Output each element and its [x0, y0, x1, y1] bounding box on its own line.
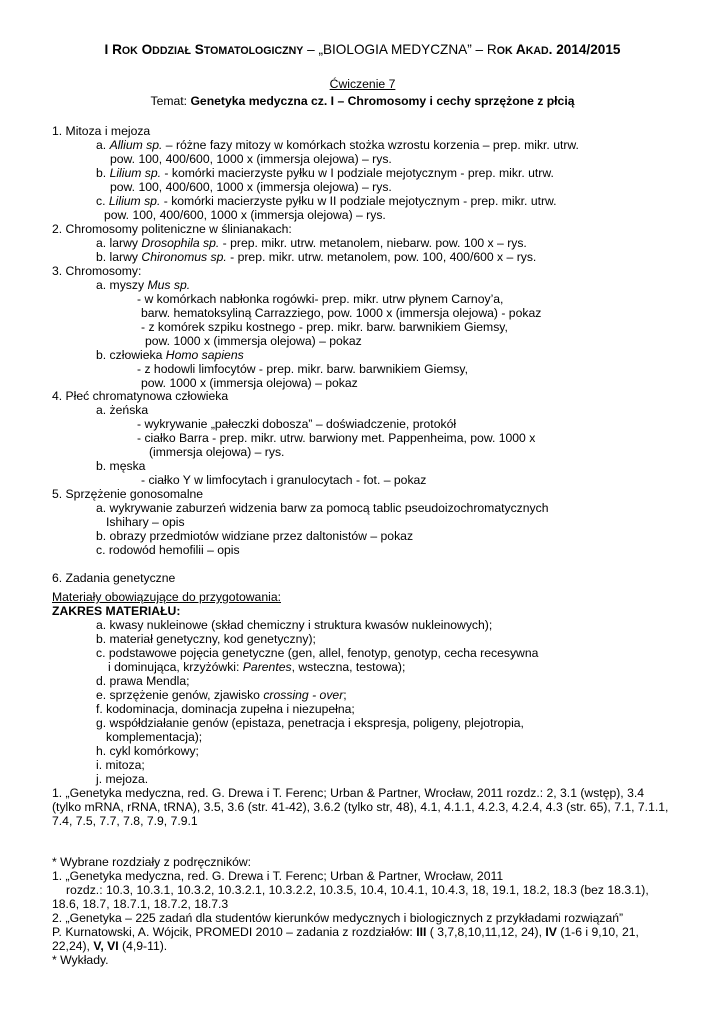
header-part: O	[137, 42, 153, 57]
list-item: 5. Sprzężenie gonosomalne	[52, 487, 204, 501]
header-part: OK	[121, 45, 138, 57]
list-item: pow. 100, 400/600, 1000 x (immersja olejowa) – rys.	[110, 152, 392, 166]
list-item: - z komórek szpiku kostnego - prep. mikr. barw. barwnikiem Giemsy,	[141, 320, 508, 334]
list-item: 6. Zadania genetyczne	[52, 571, 176, 585]
header-part: KAD	[525, 45, 549, 57]
list-item: komplementacja);	[106, 730, 203, 744]
materials-heading: Materiały obowiązujące do przygotowania:	[52, 590, 281, 604]
list-item: b. człowieka Homo sapiens	[96, 348, 244, 362]
list-item: b. materiał genetyczny, kod genetyczny);	[96, 632, 316, 646]
list-item: b. Lilium sp. - komórki macierzyste pyłku w I podziale mejotycznym - prep. mikr. utrw.	[96, 166, 554, 180]
topic-prefix: Temat:	[150, 94, 191, 108]
list-item: i. mitoza;	[96, 758, 145, 772]
list-item: pow. 1000 x (immersja olejowa) – pokaz	[141, 376, 358, 390]
list-item: d. prawa Mendla;	[96, 674, 190, 688]
list-item: a. wykrywanie zaburzeń widzenia barw za pomocą tablic pseudoizochromatycznych	[96, 501, 549, 515]
header-part: TOMATOLOGICZNY	[203, 45, 304, 57]
list-item: 4. Płeć chromatynowa człowieka	[52, 389, 229, 403]
list-item: a. Allium sp. – różne fazy mitozy w komórkach stożka wzrostu korzenia – prep. mikr. utrw.	[96, 138, 579, 152]
list-item: 1. Mitoza i mejoza	[52, 124, 151, 138]
topic-line	[0, 94, 725, 108]
list-item: Ishihary – opis	[106, 515, 185, 529]
header-part: . 2014/2015	[548, 42, 621, 57]
list-item: b. larwy Chironomus sp. - prep. mikr. utrw. metanolem, pow. 100, 400/600 x – rys.	[96, 250, 537, 264]
list-item: b. obrazy przedmiotów widziane przez daltonistów – pokaz	[96, 529, 414, 543]
list-item: e. sprzężenie genów, zjawisko crossing - over;	[96, 688, 347, 702]
scope-heading: ZAKRES MATERIAŁU:	[52, 604, 181, 618]
list-item: a. larwy Drosophila sp. - prep. mikr. utrw. metanolem, niebarw. pow. 100 x – rys.	[96, 236, 527, 250]
list-item: pow. 100, 400/600, 1000 x (immersja olejowa) – rys.	[110, 180, 392, 194]
list-item: a. kwasy nukleinowe (skład chemiczny i struktura kwasów nukleinowych);	[96, 618, 493, 632]
reference-line: rozdz.: 10.3, 10.3.1, 10.3.2, 10.3.2.1, 10.3.2.2, 10.3.5, 10.4, 10.4.1, 10.4.3, 18, 19.1, 18.2, 18.3 (bez 18.3.1),	[66, 883, 649, 897]
list-item: 2. Chromosomy politeniczne w ślinianakach:	[52, 222, 292, 236]
header-part: I R	[104, 42, 122, 57]
list-item: - ciałko Y w limfocytach i granulocytach - fot. – pokaz	[141, 473, 427, 487]
list-item: pow. 1000 x (immersja olejowa) – pokaz	[145, 334, 362, 348]
header-part: A	[512, 42, 526, 57]
list-item: b. męska	[96, 459, 146, 473]
header-part: S	[191, 42, 204, 57]
reference-line: * Wybrane rozdziały z podręczników:	[52, 855, 252, 869]
list-item: pow. 100, 400/600, 1000 x (immersja olejowa) – rys.	[104, 208, 386, 222]
list-item: c. rodowód hemofilii – opis	[96, 543, 240, 557]
reference-line: * Wykłady.	[52, 953, 109, 967]
list-item: a. myszy Mus sp.	[96, 278, 191, 292]
list-item: - z hodowli limfocytów - prep. mikr. barw. barwnikiem Giemsy,	[137, 362, 468, 376]
list-item: c. podstawowe pojęcia genetyczne (gen, allel, fenotyp, genotyp, cecha recesywna	[96, 646, 539, 660]
list-item: (immersja olejowa) – rys.	[149, 445, 285, 459]
list-item: g. współdziałanie genów (epistaza, penetracja i ekspresja, poligeny, plejotropia,	[96, 716, 524, 730]
list-item: - w komórkach nabłonka rogówki- prep. mikr. utrw płynem Carnoy’a,	[137, 292, 504, 306]
document-header	[0, 42, 725, 57]
list-item: a. żeńska	[96, 403, 149, 417]
list-item: - wykrywanie „pałeczki dobosza” – doświadczenie, protokół	[137, 417, 457, 431]
reference-line: 1. „Genetyka medyczna, red. G. Drewa i T. Ferenc; Urban & Partner, Wrocław, 2011 rozdz.: 2, 3.1 (wstęp), 3.4	[52, 786, 645, 800]
header-part: OK	[496, 45, 513, 57]
list-item: barw. hematoksyliną Carrazziego, pow. 1000 x (immersja olejowa) - pokaz	[141, 306, 542, 320]
reference-line: 2. „Genetyka – 225 zadań dla studentów kierunków medycznych i biologicznych z przykładami rozwiązań”	[52, 911, 624, 925]
reference-line: 7.4, 7.5, 7.7, 7.8, 7.9, 7.9.1	[52, 814, 198, 828]
topic-text: Genetyka medyczna cz. I – Chromosomy i cechy sprzężone z płcią	[190, 94, 575, 108]
list-item: i dominująca, krzyżówki: Parentes, wsteczna, testowa);	[108, 660, 406, 674]
list-item: - ciałko Barra - prep. mikr. utrw. barwiony met. Pappenheima, pow. 1000 x	[137, 431, 536, 445]
reference-line: P. Kurnatowski, A. Wójcik, PROMEDI 2010 – zadania z rozdziałów: III ( 3,7,8,10,11,12, 24), IV (1-6 i 9,10, 21,	[52, 925, 639, 939]
reference-line: 22,24), V, VI (4,9-11).	[52, 939, 168, 953]
reference-line: 18.6, 18.7, 18.7.1, 18.7.2, 18.7.3	[52, 897, 229, 911]
exercise-label: Ćwiczenie 7	[329, 77, 396, 91]
list-item: c. Lilium sp. - komórki macierzyste pyłku w II podziale mejotycznym - prep. mikr. utrw.	[96, 194, 557, 208]
list-item: j. mejoza.	[96, 772, 149, 786]
header-part: DDZIAŁ	[152, 45, 192, 57]
reference-line: 1. „Genetyka medyczna, red. G. Drewa i T. Ferenc; Urban & Partner, Wrocław, 2011	[52, 869, 504, 883]
list-item: f. kodominacja, dominacja zupełna i niezupełna;	[96, 702, 355, 716]
reference-line: (tylko mRNA, rRNA, tRNA), 3.5, 3.6 (str. 41-42), 3.6.2 (tylko str, 48), 4.1, 4.1.1, 4.2.3, 4.2.4, 4.3 (str. 65), 7.1, 7.1.1,	[52, 800, 669, 814]
list-item: 3. Chromosomy:	[52, 264, 142, 278]
exercise-number	[0, 77, 725, 91]
header-part: – „BIOLOGIA MEDYCZNA” – R	[303, 42, 497, 57]
list-item: h. cykl komórkowy;	[96, 744, 199, 758]
